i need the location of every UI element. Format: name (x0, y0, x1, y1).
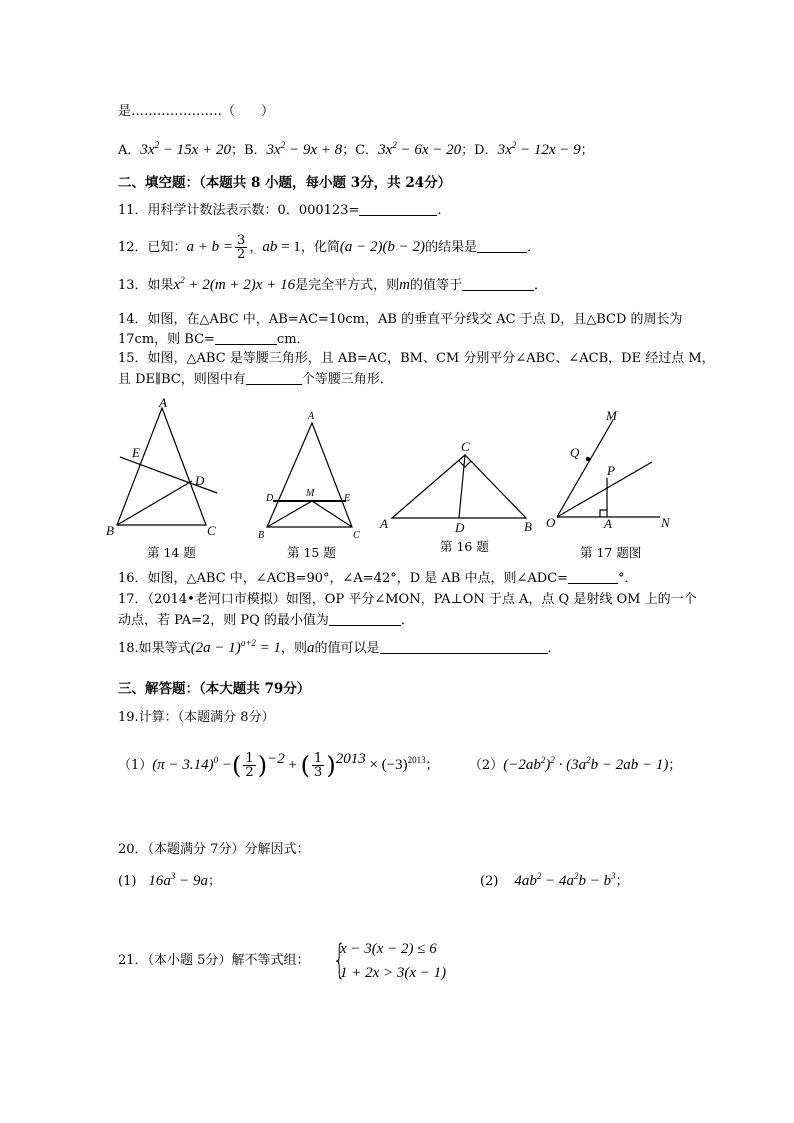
caption-figure-16: 第 16 题 (440, 539, 489, 554)
question-20: 20．（本题满分 7分）分解因式： (118, 842, 310, 857)
figure-15 (250, 405, 370, 545)
question-14-line2: 17cm，则 BC= cm． (118, 332, 310, 347)
fig17-label-A: A (604, 516, 612, 531)
fig15-label-A: A (308, 411, 315, 422)
answer-blank[interactable] (462, 277, 534, 291)
question-14-line1: 14．如图，在△ABC 中，AB=AC=10cm，AB 的垂直平分线交 AC 于点 D，且△BCD 的周长为 (118, 312, 683, 327)
question-13: 13．如果$x^2 + 2(m + 2)x + 16$是完全平方式，则m的值等于 ． (118, 275, 547, 293)
question-15-line1: 15．如图，△ABC 是等腰三角形，且 AB=AC，BM、CM 分别平分∠ABC、∠ACB，DE 经过点 M， (118, 351, 715, 366)
fig17-label-Q: Q (570, 445, 580, 460)
system-brace: { (333, 937, 346, 983)
question-continuation: 是…………………（ ） (118, 104, 275, 119)
fig15-label-D: D (266, 493, 274, 504)
answer-blank[interactable] (380, 640, 548, 654)
fig16-label-D: D (455, 520, 465, 535)
fig14-label-C: C (207, 523, 216, 538)
section-3-heading: 三、解答题：（本大题共 79分） (118, 681, 311, 697)
fig17-label-O: O (546, 515, 556, 530)
caption-figure-17: 第 17 题图 (580, 545, 642, 560)
question-20-part1: (1) $16a^3 - 9a$； (118, 871, 222, 889)
fig14-label-A: A (159, 395, 167, 410)
figure-14 (100, 395, 230, 540)
answer-blank[interactable] (329, 612, 401, 626)
question-17-line2: 动点，若 PA=2，则 PQ 的最小值为 ． (118, 613, 414, 628)
question-21: 21．（本小题 5分）解不等式组： (118, 953, 310, 968)
inequality-2: 1 + 2x > 3(x − 1) (340, 965, 447, 981)
answer-blank[interactable] (477, 239, 527, 253)
figure-17 (540, 405, 690, 535)
options-row: A．$3x^2 - 15x + 20$；B．$3x^2 - 9x + 8$；C．$3x^2 - 6x - 20$；D．$3x^2 - 12x - 9$； (118, 140, 594, 158)
inequality-1: x − 3(x − 2) ≤ 6 (340, 941, 437, 957)
fig15-label-E: E (344, 493, 351, 504)
fig16-label-C: C (461, 439, 470, 454)
question-11: 11．用科学计数法表示数：0．000123= ． (118, 203, 451, 218)
question-20-part2: (2) $4ab^2 - 4a^2b - b^3$； (480, 871, 629, 889)
fig14-label-B: B (106, 523, 114, 538)
question-19-parts: $(1)(\pi - 3.14)^0$ −( $\frac{1}{2}$ )$^{-2}$ + ( $\frac{1}{3}$ )$^{2013} \times (-3)^{2013}$； $(2)(-2ab^2)^2 \cdot (3a^2b - 2ab - 1)$； (118, 751, 682, 780)
fig15-label-B: B (258, 530, 265, 541)
fig17-label-M: M (606, 408, 617, 423)
caption-figure-14: 第 14 题 (147, 545, 196, 560)
fig17-label-P: P (607, 463, 615, 478)
question-19: 19.计算：（本题满分 8分） (118, 710, 275, 725)
question-16: 16．如图，△ABC 中，∠ACB=90°，∠A=42°，D 是 AB 中点，则∠ADC= °． (118, 571, 638, 586)
fig14-label-D: D (195, 473, 205, 488)
answer-blank[interactable] (359, 202, 437, 216)
fig14-label-E: E (132, 445, 140, 460)
answer-blank[interactable] (215, 331, 277, 345)
point-q (586, 457, 590, 461)
question-18: 18.如果等式$(2a - 1)^{a+2} = 1$，则a的值可以是 ． (118, 638, 561, 656)
caption-figure-15: 第 15 题 (287, 545, 336, 560)
fig16-label-A: A (380, 516, 388, 531)
question-17-line1: 17．（2014•老河口市模拟）如图，OP 平分∠MON，PA⊥ON 于点 A，点 Q 是射线 OM 上的一个 (118, 592, 697, 607)
fig15-label-M: M (306, 488, 315, 499)
fig16-label-B: B (524, 519, 532, 534)
fig15-label-C: C (353, 530, 360, 541)
fig17-label-N: N (661, 515, 670, 530)
section-2-heading: 二、填空题：（本题共 8 小题，每小题 3分，共 24分） (118, 175, 452, 191)
answer-blank[interactable] (568, 570, 618, 584)
question-15-line2: 且 DE∥BC，则图中有 个等腰三角形． (118, 372, 393, 387)
answer-blank[interactable] (246, 371, 302, 385)
question-12: 12．已知：a + b = $\frac{3}{2}$ ，ab = 1，化简(a − 2)(b − 2)的结果是 ． (118, 233, 541, 262)
figure-16 (375, 435, 540, 535)
